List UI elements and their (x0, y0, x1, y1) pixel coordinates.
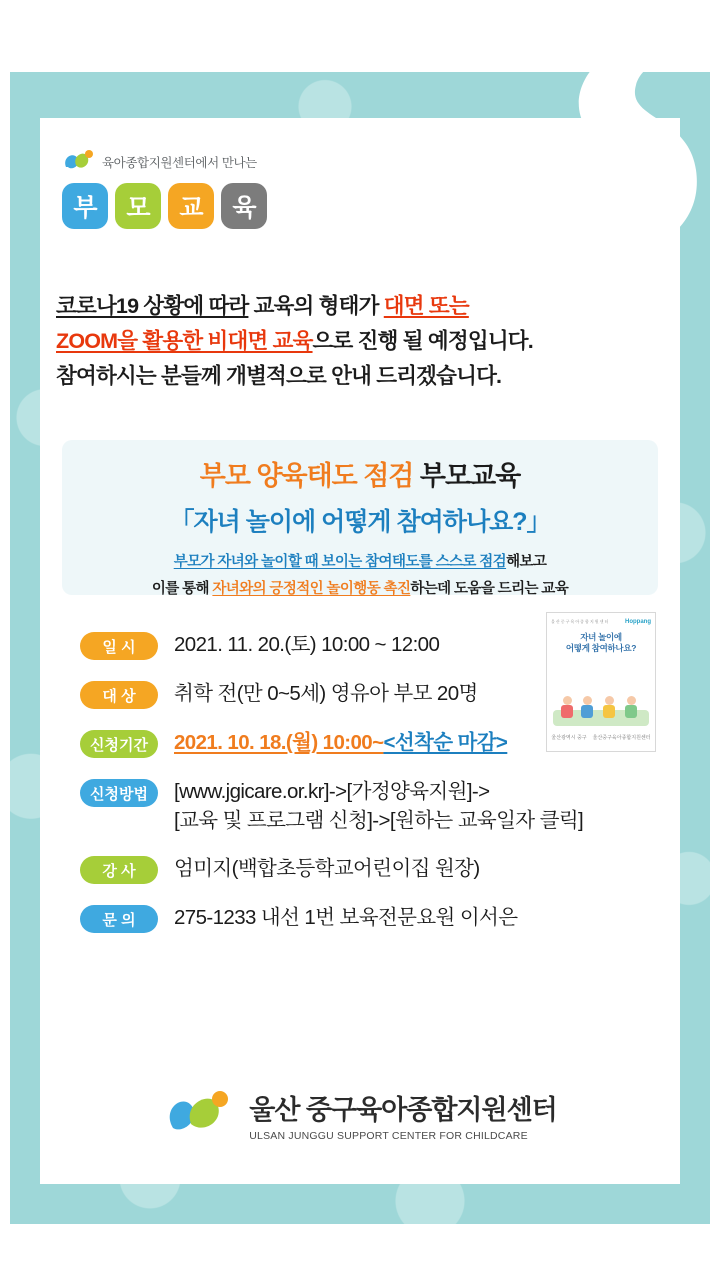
logo-bubble-1: 부 (62, 183, 108, 229)
logo-caption: 육아종합지원센터에서 만나는 (102, 156, 257, 170)
booklet-top-left-label: 울산중구육아종합지원센터 (551, 619, 610, 624)
brand-logo (62, 148, 362, 229)
logo-mark-icon (62, 149, 96, 175)
logo-bubble-3: 교 (168, 183, 214, 229)
tag-application-method: 신청방법 (80, 779, 158, 807)
info-row-application-period (80, 728, 640, 758)
footer-text (249, 1088, 557, 1142)
notice-paragraph (56, 290, 666, 393)
program-desc2-highlight: 자녀와의 긍정적인 놀이행동 촉진 (212, 581, 411, 597)
tag-application-period: 신청기간 (80, 730, 158, 758)
booklet-bottom-left-label: 울산광역시 중구 (551, 735, 587, 741)
footer-logo (40, 1088, 680, 1142)
notice-line1-c: 대면 또는 (383, 294, 469, 318)
info-row-instructor (80, 854, 640, 884)
notice-line-2 (56, 325, 666, 358)
notice-line1-b: 교육의 형태가 (248, 294, 384, 318)
program-title (62, 454, 658, 493)
footer-logo-icon (163, 1088, 237, 1142)
program-title-orange: 부모 양육태도 점검 (199, 461, 414, 491)
notice-line-1 (56, 290, 666, 323)
info-row-datetime (80, 630, 640, 660)
application-method-line-2: [교육 및 프로그램 신청]->[원하는 교육일자 클릭] (174, 809, 584, 832)
value-instructor: 엄미지(백합초등학교어린이집 원장) (174, 857, 480, 880)
info-list (80, 630, 640, 952)
value-datetime: 2021. 11. 20.(토) 10:00 ~ 12:00 (174, 633, 440, 656)
program-desc2-a: 이를 통해 (151, 581, 213, 597)
notice-line2-a: ZOOM을 활용한 비대면 교육 (56, 329, 313, 353)
program-desc-line-1 (62, 550, 658, 571)
tag-instructor: 강 사 (80, 856, 158, 884)
tag-contact: 문 의 (80, 905, 158, 933)
program-desc1-underlined: 부모가 자녀와 놀이할 때 보이는 참여태도를 스스로 점검 (173, 554, 507, 570)
program-desc-line-2 (62, 577, 658, 598)
booklet-title-line-2: 어떻게 참여하나요? (565, 643, 637, 653)
poster-card (40, 118, 680, 1184)
logo-bubble-2: 모 (115, 183, 161, 229)
notice-line2-b: 으로 진행 될 예정입니다. (312, 329, 533, 353)
booklet-top-right-label: Hoppang (625, 619, 651, 625)
program-highlight-box (62, 440, 658, 595)
application-method-line-1: [www.jgicare.or.kr]->[가정양육지원]-> (174, 780, 490, 803)
footer-name-kr: 울산 중구육아종합지원센터 (249, 1095, 557, 1125)
value-application-method (174, 777, 583, 835)
application-period-start: 2021. 10. 18.(월) 10:00~ (174, 731, 384, 754)
application-period-note: <선착순 마감> (383, 731, 508, 754)
value-contact: 275-1233 내선 1번 보육전문요원 이서은 (174, 906, 518, 929)
info-row-audience (80, 679, 640, 709)
info-row-contact (80, 903, 640, 933)
booklet-bottom-right-label: 울산중구육아종합지원센터 (592, 735, 651, 741)
tag-datetime: 일 시 (80, 632, 158, 660)
info-row-application-method (80, 777, 640, 835)
notice-line-3: 참여하시는 분들께 개별적으로 안내 드리겠습니다. (56, 364, 502, 388)
program-subtitle: 「자녀 놀이에 어떻게 참여하나요?」 (169, 508, 551, 536)
logo-bubbles (62, 183, 362, 229)
logo-bubble-4: 육 (221, 183, 267, 229)
footer-name-en: ULSAN JUNGGU SUPPORT CENTER FOR CHILDCARE (249, 1130, 528, 1142)
notice-line1-a: 코로나19 상황에 따라 (56, 294, 249, 318)
value-audience: 취학 전(만 0~5세) 영유아 부모 20명 (174, 682, 478, 705)
program-desc2-c: 하는데 도움을 드리는 교육 (410, 581, 569, 597)
program-desc1-rest: 해보고 (506, 554, 547, 570)
value-application-period (174, 728, 507, 757)
booklet-title-line-1: 자녀 놀이에 (580, 632, 622, 642)
tag-audience: 대 상 (80, 681, 158, 709)
program-title-rest: 부모교육 (413, 461, 521, 491)
